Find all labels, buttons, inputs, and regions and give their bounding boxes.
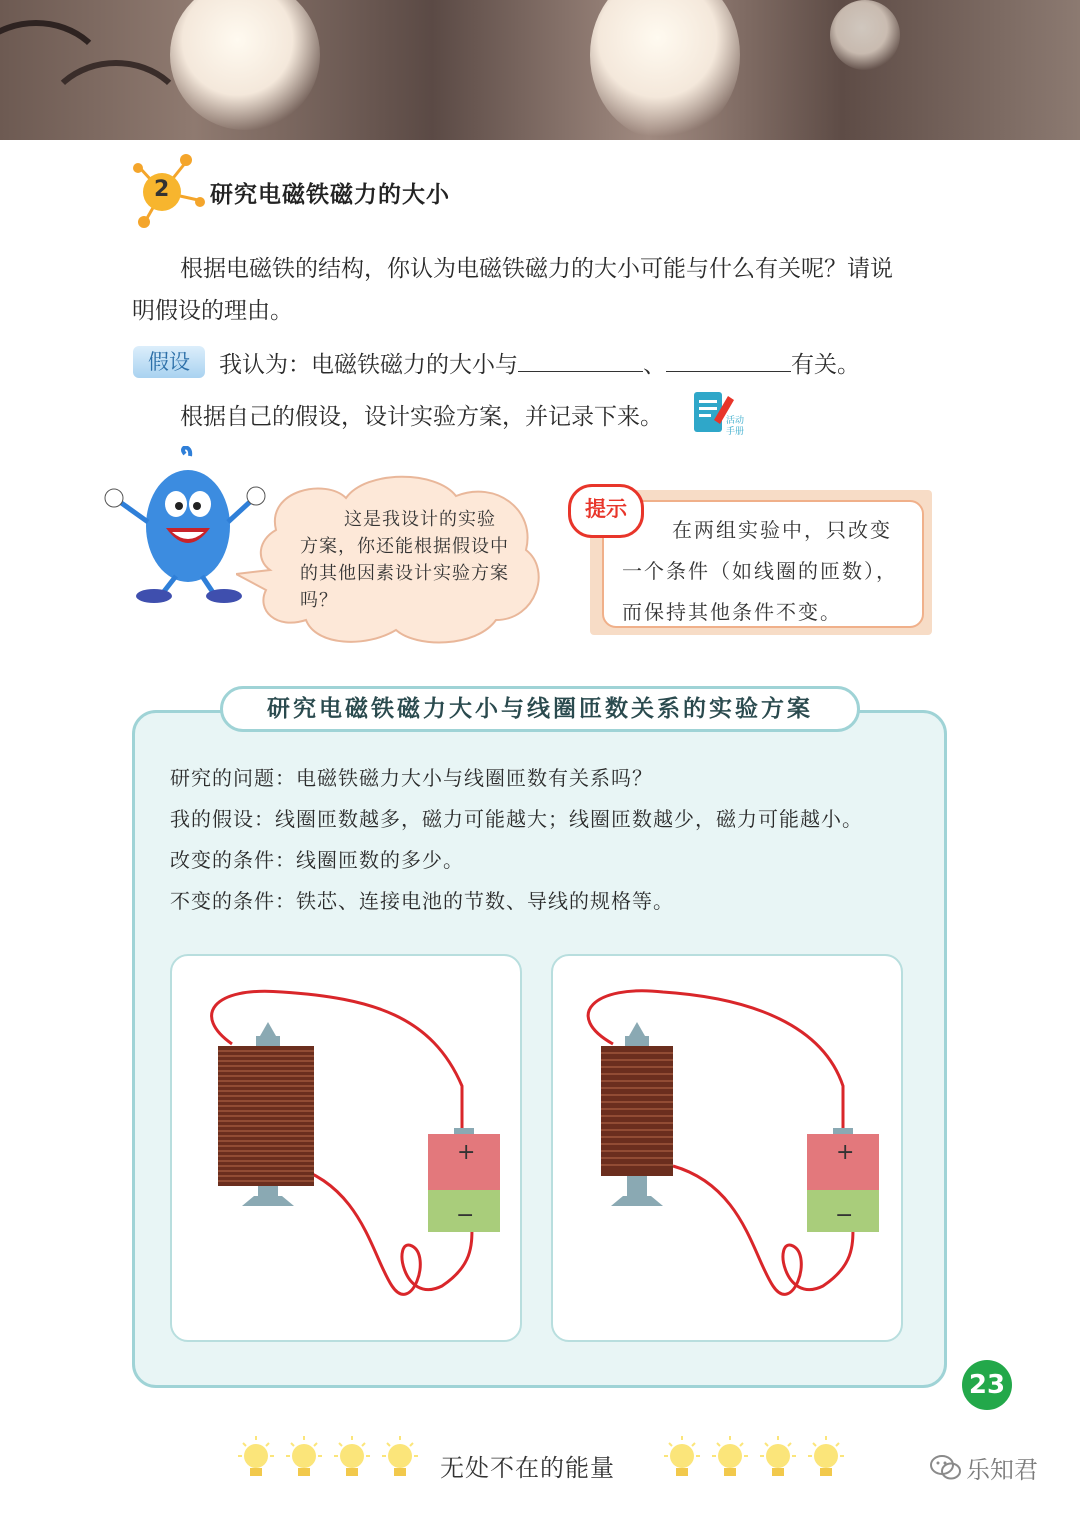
- answer-blank-2[interactable]: [666, 349, 791, 372]
- lamp-bulb-center: [590, 0, 740, 140]
- intro-paragraph-cont: [132, 290, 962, 332]
- header-photo-banner: [0, 0, 1080, 140]
- lightbulb-icon: [662, 1436, 702, 1488]
- hypothesis-separator: 、: [643, 352, 666, 378]
- hypothesis-badge: 假设: [133, 346, 205, 378]
- hypothesis-prefix: 我认为：电磁铁磁力的大小与: [219, 352, 518, 378]
- lightbulb-icon: [236, 1436, 276, 1488]
- tip-text: 在两组实验中，只改变一个条件（如线圈的匝数），而保持其他条件不变。: [622, 518, 898, 624]
- lamp-bulb-right: [830, 0, 900, 70]
- section-title: 研究电磁铁磁力的大小: [210, 182, 450, 208]
- experiment-plan-list: [170, 758, 930, 922]
- design-paragraph: [132, 396, 962, 438]
- design-text: 根据自己的假设，设计实验方案，并记录下来。: [180, 404, 663, 430]
- workbook-label-2: 手册: [726, 427, 745, 437]
- lightbulb-icon: [758, 1436, 798, 1488]
- answer-blank-1[interactable]: [518, 349, 643, 372]
- experiment-plan-title: 研究电磁铁磁力大小与线圈匝数关系的实验方案: [220, 686, 860, 732]
- workbook-label-1: 活动: [726, 416, 745, 426]
- tip-badge: 提示: [568, 484, 644, 538]
- section-number: 2: [154, 177, 170, 202]
- lightbulb-icon: [806, 1436, 846, 1488]
- section-heading: [128, 150, 728, 230]
- lightbulb-icon: [380, 1436, 420, 1488]
- lightbulb-icon: [284, 1436, 324, 1488]
- plan-question: 研究的问题：电磁铁磁力大小与线圈匝数有关系吗？: [170, 766, 653, 790]
- lightbulb-icon: [710, 1436, 750, 1488]
- hypothesis-row: [133, 344, 963, 384]
- circuit-illustration: [553, 956, 905, 1344]
- hypothesis-sentence: [219, 346, 860, 379]
- battery-minus: −: [456, 1203, 475, 1228]
- plan-hypothesis: 我的假设：线圈匝数越多，磁力可能越大；线圈匝数越少，磁力可能越小。: [170, 807, 863, 831]
- tip-inner: [602, 500, 924, 628]
- footer-title: 无处不在的能量: [440, 1454, 615, 1482]
- hypothesis-suffix: 有关。: [791, 352, 860, 378]
- intro-line-2: 明假设的理由。: [132, 298, 293, 324]
- battery-plus: +: [836, 1140, 855, 1165]
- intro-paragraph: [132, 248, 962, 290]
- lamp-bulb-left: [170, 0, 320, 130]
- watermark-text: 乐知君: [966, 1456, 1038, 1484]
- footer: [0, 1436, 1080, 1496]
- battery-plus: +: [457, 1140, 476, 1165]
- circuit-illustration: [172, 956, 524, 1344]
- watermark: [930, 1446, 1060, 1486]
- page-number: 23: [962, 1360, 1012, 1410]
- tip-box: [585, 490, 932, 635]
- speech-cloud-text: 这是我设计的实验方案，你还能根据假设中的其他因素设计实验方案吗？: [300, 509, 509, 611]
- intro-line-1: 根据电磁铁的结构，你认为电磁铁磁力的大小可能与什么有关呢？请说: [180, 256, 893, 282]
- plan-changed-condition: 改变的条件：线圈匝数的多少。: [170, 848, 464, 872]
- wechat-icon: [930, 1454, 962, 1482]
- lightbulb-icon: [332, 1436, 372, 1488]
- activity-workbook-icon: [692, 390, 748, 438]
- plan-unchanged-condition: 不变的条件：铁芯、连接电池的节数、导线的规格等。: [170, 889, 674, 913]
- circuit-diagram-more-turns: [170, 954, 522, 1342]
- circuit-diagram-fewer-turns: [551, 954, 903, 1342]
- coil-windings: [218, 1051, 314, 1181]
- battery-minus: −: [835, 1203, 854, 1228]
